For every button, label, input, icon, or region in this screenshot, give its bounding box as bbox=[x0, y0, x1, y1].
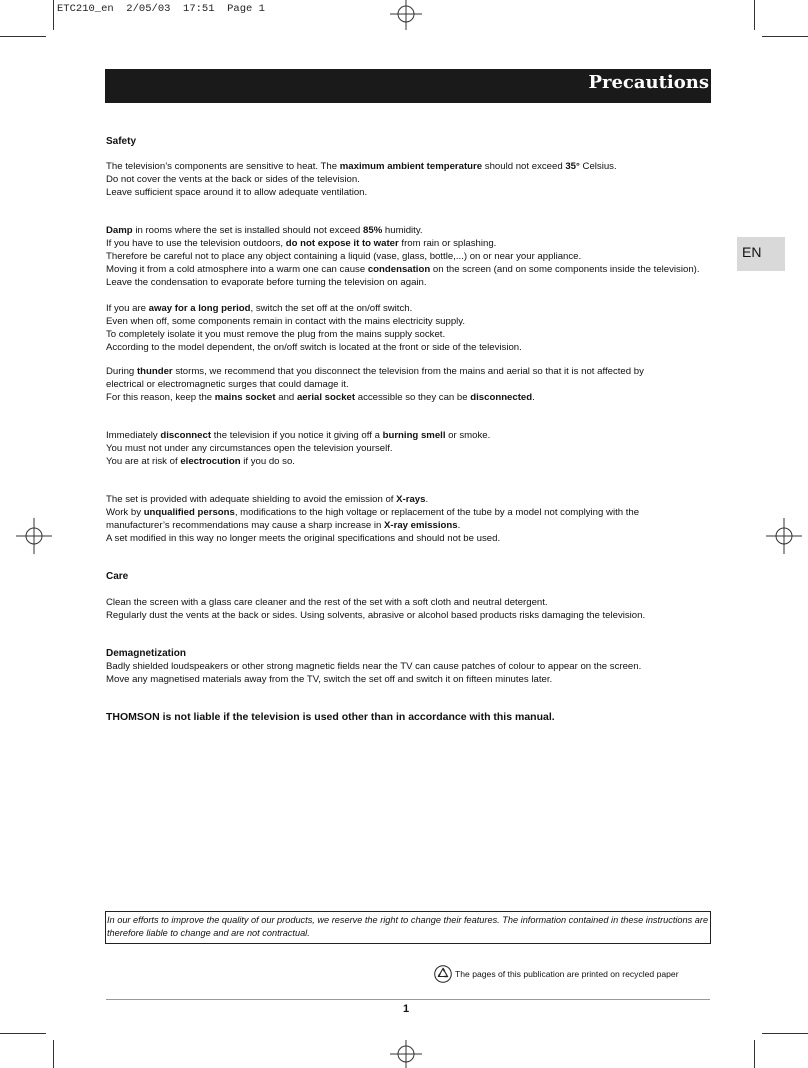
text-line: Do not cover the vents at the back or sides of the television. bbox=[106, 174, 360, 185]
emphasis: aerial socket bbox=[296, 392, 356, 403]
text-line: For this reason, keep the mains socket and aerial socket accessible so they can be disconnected. bbox=[106, 392, 535, 403]
emphasis: disconnect bbox=[160, 430, 212, 441]
text-line: You are at risk of electrocution if you do so. bbox=[106, 456, 295, 467]
emphasis: thunder bbox=[136, 366, 173, 377]
emphasis: electrocution bbox=[180, 456, 241, 467]
page-title: Precautions bbox=[588, 72, 709, 93]
heading-demagnetization: Demagnetization bbox=[106, 648, 187, 659]
text-line: A set modified in this way no longer meets the original specifications and should not be used. bbox=[106, 533, 501, 544]
text-line: manufacturer’s recommendations may cause a sharp increase in X-ray emissions. bbox=[106, 520, 461, 531]
emphasis: disconnected bbox=[470, 392, 533, 403]
text-line: Regularly dust the vents at the back or sides. Using solvents, abrasive or alcohol based products risks damaging the television. bbox=[106, 610, 646, 621]
text-line: The set is provided with adequate shielding to avoid the emission of X-rays. bbox=[106, 494, 429, 505]
text-line: Therefore be careful not to place any object containing a liquid (vase, glass, bottle,...) on or near your appliance. bbox=[106, 251, 582, 262]
text-line: To completely isolate it you must remove the plug from the mains supply socket. bbox=[106, 329, 446, 340]
heading-safety: Safety bbox=[106, 136, 137, 147]
text-line: The television’s components are sensitive to heat. The maximum ambient temperature should not exceed 35° Celsius. bbox=[106, 161, 617, 172]
text-line: Badly shielded loudspeakers or other strong magnetic fields near the TV can cause patches of colour to appear on the screen. bbox=[106, 661, 642, 672]
registration-mark-top bbox=[386, 0, 426, 30]
registration-mark-bottom bbox=[386, 1040, 426, 1068]
emphasis: do not expose it to water bbox=[285, 238, 399, 249]
registration-mark-right bbox=[764, 516, 804, 556]
text-line: Clean the screen with a glass care cleaner and the rest of the set with a soft cloth and neutral detergent. bbox=[106, 597, 548, 608]
heading-care: Care bbox=[106, 571, 129, 582]
text-line: You must not under any circumstances open the television yourself. bbox=[106, 443, 393, 454]
emphasis: 35° bbox=[565, 161, 580, 172]
recycle-note: The pages of this publication are printed on recycled paper bbox=[455, 969, 679, 979]
registration-mark-left bbox=[14, 516, 54, 556]
emphasis: away for a long period bbox=[148, 303, 251, 314]
emphasis: X-ray emissions bbox=[384, 520, 458, 531]
text-line: electrical or electromagnetic surges that could damage it. bbox=[106, 379, 349, 390]
liability-notice: THOMSON is not liable if the television is used other than in accordance with this manual. bbox=[106, 711, 555, 723]
disclaimer-text: In our efforts to improve the quality of our products, we reserve the right to change their features. The information contained in these instructions are therefore liable to change and are not contractual. bbox=[107, 915, 709, 938]
text-line: Even when off, some components remain in contact with the mains electricity supply. bbox=[106, 316, 466, 327]
emphasis: burning smell bbox=[382, 430, 446, 441]
emphasis: 85% bbox=[363, 225, 383, 236]
print-slug: ETC210_en 2/05/03 17:51 Page 1 bbox=[57, 3, 265, 15]
emphasis: unqualified persons bbox=[143, 507, 235, 518]
text-line: Move any magnetised materials away from the TV, switch the set off and switch it on fifteen minutes later. bbox=[106, 674, 553, 685]
language-label: EN bbox=[742, 244, 762, 260]
text-line: Immediately disconnect the television if you notice it giving off a burning smell or smoke. bbox=[106, 430, 491, 441]
recycle-icon bbox=[434, 965, 452, 983]
text-line: During thunder storms, we recommend that you disconnect the television from the mains and aerial so that it is not affected by bbox=[106, 366, 644, 377]
text-line: Leave the condensation to evaporate before turning the television on again. bbox=[106, 277, 427, 288]
emphasis: Damp bbox=[106, 225, 133, 236]
text-line: If you have to use the television outdoors, do not expose it to water from rain or splashing. bbox=[106, 238, 497, 249]
page-number: 1 bbox=[403, 1003, 410, 1015]
text-line: Work by unqualified persons, modifications to the high voltage or replacement of the tube by a model not complying with the bbox=[106, 507, 640, 518]
emphasis: mains socket bbox=[214, 392, 276, 403]
text-line: According to the model dependent, the on/off switch is located at the front or side of the television. bbox=[106, 342, 522, 353]
footer-rule bbox=[106, 999, 710, 1000]
emphasis: maximum ambient temperature bbox=[339, 161, 483, 172]
text-line: Moving it from a cold atmosphere into a warm one can cause condensation on the screen (and on some components inside the television). bbox=[106, 264, 700, 275]
text-line: Leave sufficient space around it to allow adequate ventilation. bbox=[106, 187, 368, 198]
emphasis: condensation bbox=[367, 264, 431, 275]
text-line: Damp in rooms where the set is installed should not exceed 85% humidity. bbox=[106, 225, 423, 236]
text-line: If you are away for a long period, switch the set off at the on/off switch. bbox=[106, 303, 413, 314]
emphasis: X-rays bbox=[396, 494, 426, 505]
title-banner bbox=[105, 69, 711, 103]
language-tab bbox=[737, 237, 785, 271]
disclaimer-box bbox=[105, 911, 711, 944]
